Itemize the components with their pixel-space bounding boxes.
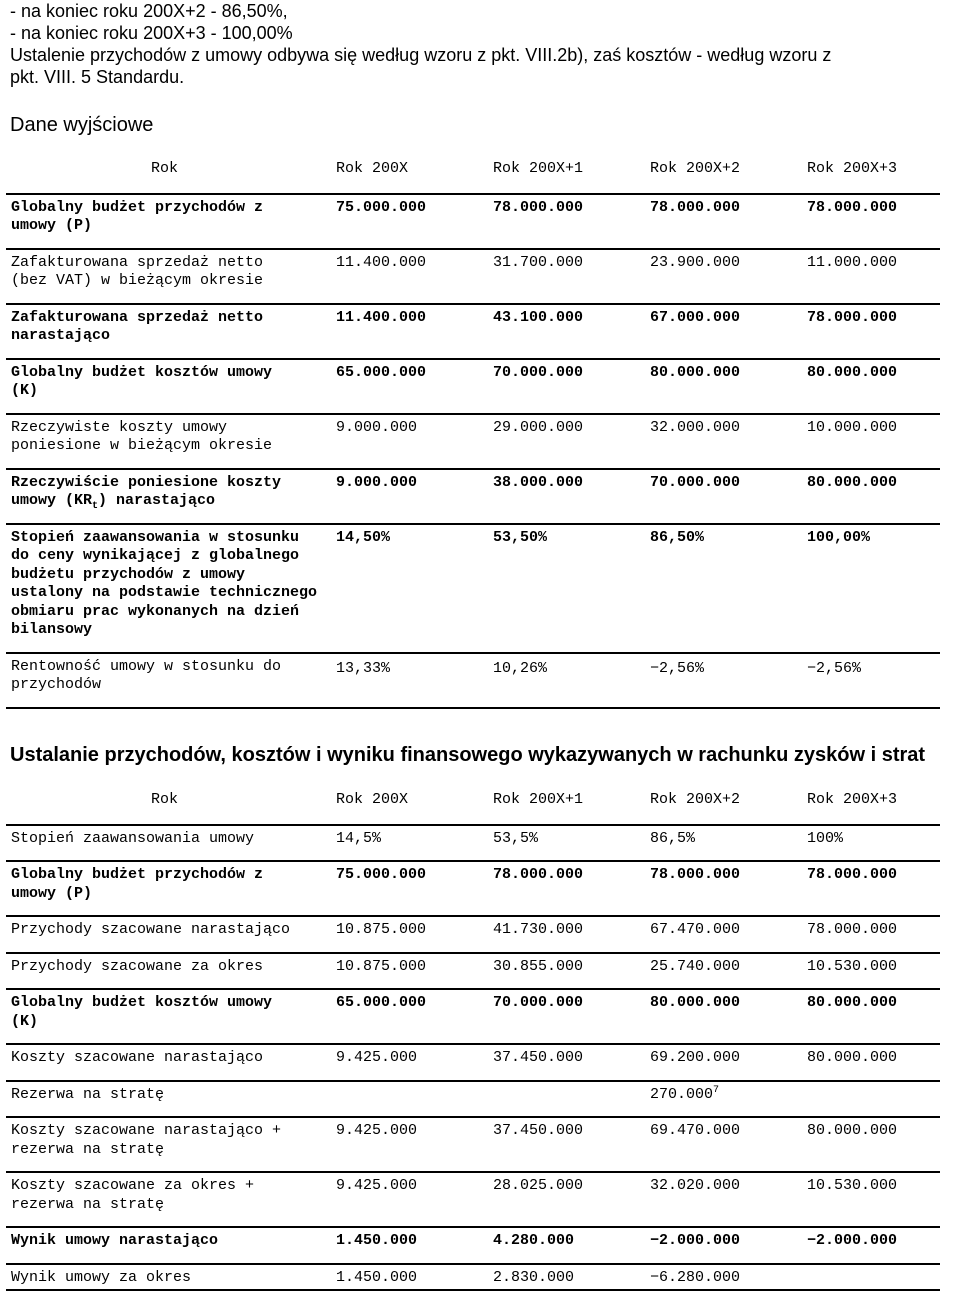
cell-value: 10.000.000 [807,414,940,469]
cell-value: −6.280.000 [650,1264,807,1291]
table-row [6,916,940,953]
row-label: Przychody szacowane za okres [6,953,336,990]
cell-value: 80.000.000 [650,989,807,1044]
header-year-1: Rok 200X [336,160,409,177]
cell-value: 2.830.000 [493,1264,650,1291]
row-label: Globalny budżet przychodów z umowy (P) [6,194,336,249]
table-row [6,1227,940,1264]
cell-value: 1.450.000 [336,1227,493,1264]
table-row [6,524,940,653]
cell-value: 78.000.000 [650,861,807,916]
cell-value [493,1081,650,1118]
cell-value: 270.000$^7$ [650,1081,807,1118]
table-row [6,825,940,862]
cell-value: 78.000.000 [493,194,650,249]
cell-value: 41.730.000 [493,916,650,953]
table-row [6,304,940,359]
cell-value: 75.000.000 [336,194,493,249]
cell-value: 25.740.000 [650,953,807,990]
row-label: Koszty szacowane narastająco + rezerwa na stratę [6,1117,336,1172]
footnote-marker: 7 [713,1084,720,1096]
cell-value: 37.450.000 [493,1044,650,1081]
cell-value: 100,00% [807,524,940,653]
cell-value: 75.000.000 [336,861,493,916]
results-table [6,791,940,1291]
cell-value: 78.000.000 [807,861,940,916]
cell-value: 31.700.000 [493,249,650,304]
cell-value: 10.875.000 [336,953,493,990]
cell-value: 78.000.000 [807,194,940,249]
header-rok: Rok [151,791,179,808]
cell-value: 13,33% [336,653,493,708]
table-row [6,1044,940,1081]
row-label: Globalny budżet przychodów z umowy (P) [6,861,336,916]
cell-value: 43.100.000 [493,304,650,359]
cell-value: 78.000.000 [650,194,807,249]
cell-value: 53,5% [493,825,650,862]
cell-value: 65.000.000 [336,989,493,1044]
cell-value: 11.000.000 [807,249,940,304]
header-rok: Rok [151,160,179,177]
row-label: Rzeczywiście poniesione koszty umowy $(KR_t)$ narastająco [6,469,336,524]
cell-value: 10.530.000 [807,953,940,990]
cell-value: 28.025.000 [493,1172,650,1227]
row-label: Koszty szacowane za okres + rezerwa na stratę [6,1172,336,1227]
cell-value: 29.000.000 [493,414,650,469]
header-year-4: Rok 200X+3 [807,791,898,808]
header-year-4: Rok 200X+3 [807,160,898,177]
cell-value: 69.470.000 [650,1117,807,1172]
input-data-table [6,160,940,709]
intro-line-3: Ustalenie przychodów z umowy odbywa się według wzoru z pkt. VIII.2b), zaś kosztów - według wzoru z [10,45,832,65]
section-title-dane: Dane wyjściowe [10,114,154,136]
cell-value: 9.425.000 [336,1117,493,1172]
cell-value: 38.000.000 [493,469,650,524]
cell-value: 67.000.000 [650,304,807,359]
cell-value: 70.000.000 [493,359,650,414]
cell-value: 65.000.000 [336,359,493,414]
cell-value: 80.000.000 [807,989,940,1044]
cell-value: 80.000.000 [807,469,940,524]
cell-value: 32.020.000 [650,1172,807,1227]
table-header-row [6,160,940,194]
row-label: Koszty szacowane narastająco [6,1044,336,1081]
row-label: Wynik umowy za okres [6,1264,336,1291]
table-row [6,1264,940,1291]
cell-value: 53,50% [493,524,650,653]
header-year-3: Rok 200X+2 [650,791,741,808]
cell-value: 80.000.000 [807,1117,940,1172]
row-label: Rentowność umowy w stosunku do przychodów [6,653,336,708]
cell-value: 4.280.000 [493,1227,650,1264]
section-title-ustalanie: Ustalanie przychodów, kosztów i wyniku finansowego wykazywanych w rachunku zysków i strat [10,744,926,766]
table-row [6,989,940,1044]
header-year-2: Rok 200X+1 [493,791,584,808]
cell-value: 9.000.000 [336,414,493,469]
header-year-1: Rok 200X [336,791,409,808]
table-row [6,469,940,524]
table-row [6,414,940,469]
header-year-2: Rok 200X+1 [493,160,584,177]
row-label: Zafakturowana sprzedaż netto (bez VAT) w bieżącym okresie [6,249,336,304]
cell-value: 9.425.000 [336,1044,493,1081]
table-row [6,1081,940,1118]
row-label: Globalny budżet kosztów umowy (K) [6,359,336,414]
row-label: Stopień zaawansowania w stosunku do ceny wynikającej z globalnego budżetu przychodów z umowy ustalony na podstawie technicznego obmiaru prac wykonanych na dzień bilansowy [6,524,336,653]
cell-value: 10,26% [493,653,650,708]
cell-value: 14,5% [336,825,493,862]
cell-value: 1.450.000 [336,1264,493,1291]
intro-line-1: - na koniec roku 200X+2 - 86,50%, [10,1,288,21]
cell-value [807,1264,940,1291]
cell-value: 80.000.000 [807,359,940,414]
cell-value: 10.530.000 [807,1172,940,1227]
cell-value: 9.425.000 [336,1172,493,1227]
cell-value: 80.000.000 [650,359,807,414]
cell-value: −2,56% [807,653,940,708]
cell-value: 69.200.000 [650,1044,807,1081]
cell-value: 86,50% [650,524,807,653]
cell-value: −2.000.000 [650,1227,807,1264]
cell-value: 78.000.000 [493,861,650,916]
cell-value: −2.000.000 [807,1227,940,1264]
row-label: Stopień zaawansowania umowy [6,825,336,862]
cell-value: 37.450.000 [493,1117,650,1172]
table-row [6,194,940,249]
row-label: Rzeczywiste koszty umowy poniesione w bieżącym okresie [6,414,336,469]
row-label: Rezerwa na stratę [6,1081,336,1118]
table-row [6,861,940,916]
table-row [6,1172,940,1227]
row-label: Przychody szacowane narastająco [6,916,336,953]
cell-value: 78.000.000 [807,916,940,953]
table-row [6,653,940,708]
cell-value [336,1081,493,1118]
cell-value: 100% [807,825,940,862]
cell-value: 9.000.000 [336,469,493,524]
cell-value: 78.000.000 [807,304,940,359]
row-label: Globalny budżet kosztów umowy (K) [6,989,336,1044]
table-row [6,1117,940,1172]
cell-value: 11.400.000 [336,304,493,359]
cell-value: 10.875.000 [336,916,493,953]
cell-value: 11.400.000 [336,249,493,304]
table-row [6,953,940,990]
cell-value [807,1081,940,1118]
cell-value: 23.900.000 [650,249,807,304]
cell-value: 70.000.000 [650,469,807,524]
intro-text [10,0,955,88]
table-header-row [6,791,940,825]
cell-value: 30.855.000 [493,953,650,990]
intro-line-2: - na koniec roku 200X+3 - 100,00% [10,23,293,43]
cell-value: 80.000.000 [807,1044,940,1081]
cell-value: 86,5% [650,825,807,862]
table-row [6,249,940,304]
cell-value: 67.470.000 [650,916,807,953]
header-year-3: Rok 200X+2 [650,160,741,177]
intro-line-4: pkt. VIII. 5 Standardu. [10,67,185,87]
cell-value: 32.000.000 [650,414,807,469]
cell-value: 14,50% [336,524,493,653]
cell-value: 70.000.000 [493,989,650,1044]
row-label: Wynik umowy narastająco [6,1227,336,1264]
cell-value: −2,56% [650,653,807,708]
row-label: Zafakturowana sprzedaż netto narastająco [6,304,336,359]
table-row [6,359,940,414]
